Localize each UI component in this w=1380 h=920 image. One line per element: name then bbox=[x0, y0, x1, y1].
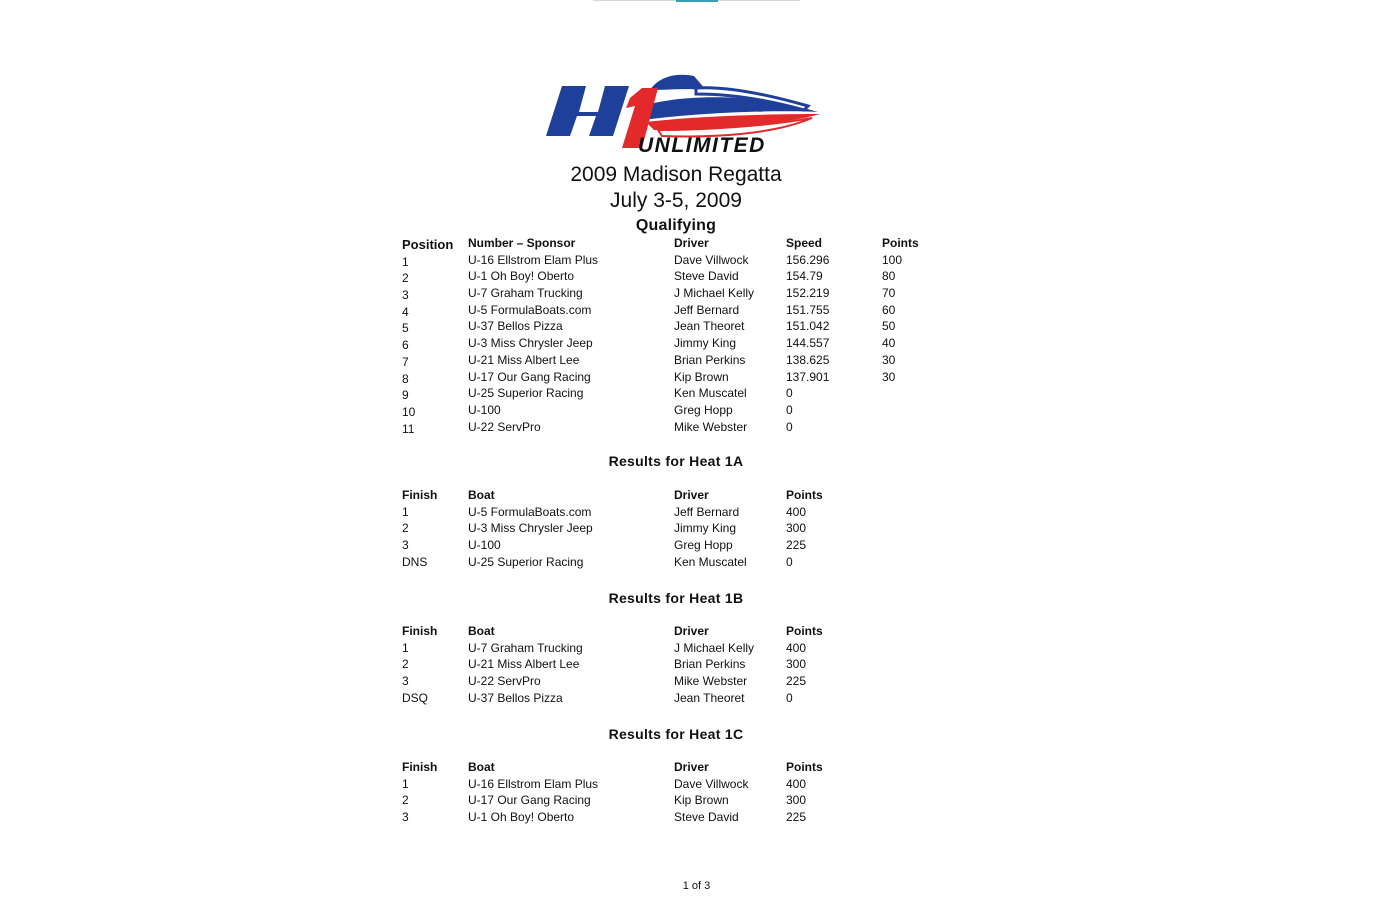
heat-1b-title: Results for Heat 1B bbox=[608, 590, 744, 606]
table-cell: U-3 Miss Chrysler Jeep bbox=[468, 336, 593, 351]
heat-1c-title: Results for Heat 1C bbox=[608, 726, 744, 742]
table-cell: U-21 Miss Albert Lee bbox=[468, 352, 580, 367]
table-cell: 30 bbox=[882, 352, 896, 367]
table-cell: U-25 Superior Racing bbox=[468, 386, 584, 401]
event-title: 2009 Madison Regatta bbox=[570, 163, 782, 186]
table-cell: 3 bbox=[402, 674, 409, 689]
table-cell: DSQ bbox=[402, 690, 429, 705]
table-cell: 40 bbox=[882, 336, 896, 351]
table-cell: 4 bbox=[402, 304, 409, 319]
table-cell: 5 bbox=[402, 321, 409, 336]
table-cell: 50 bbox=[882, 319, 896, 334]
table-cell: 1 bbox=[402, 640, 409, 655]
table-cell: 225 bbox=[786, 810, 807, 825]
table-cell: 0 bbox=[786, 690, 793, 705]
col-position: Position bbox=[402, 237, 454, 252]
table-cell: Brian Perkins bbox=[674, 352, 746, 367]
table-cell: 8 bbox=[402, 371, 409, 386]
table-cell: Greg Hopp bbox=[674, 402, 733, 417]
table-cell: Jimmy King bbox=[674, 521, 737, 536]
table-cell: Dave Villwock bbox=[674, 776, 749, 791]
table-cell: U-3 Miss Chrysler Jeep bbox=[468, 521, 593, 536]
table-cell: Jean Theoret bbox=[674, 319, 745, 334]
table-cell: U-37 Bellos Pizza bbox=[468, 319, 563, 334]
table-cell: U-25 Superior Racing bbox=[468, 554, 584, 569]
table-cell: 156.296 bbox=[786, 252, 830, 267]
table-cell: 400 bbox=[786, 504, 807, 519]
heat-1a-title: Results for Heat 1A bbox=[608, 453, 744, 469]
table-cell: 300 bbox=[786, 657, 807, 672]
table-cell: Jimmy King bbox=[674, 336, 737, 351]
table-cell: 300 bbox=[786, 793, 807, 808]
table-cell: 3 bbox=[402, 538, 409, 553]
table-cell: 225 bbox=[786, 538, 807, 553]
table-cell: Brian Perkins bbox=[674, 657, 746, 672]
table-cell: U-17 Our Gang Racing bbox=[468, 793, 591, 808]
col-driver: Driver bbox=[674, 236, 709, 250]
h1-unlimited-logo bbox=[546, 68, 822, 156]
table-cell: 137.901 bbox=[786, 369, 830, 384]
table-cell: 3 bbox=[402, 810, 409, 825]
table-cell: U-16 Ellstrom Elam Plus bbox=[468, 252, 599, 267]
table-cell: 400 bbox=[786, 776, 807, 791]
table-cell: U-21 Miss Albert Lee bbox=[468, 657, 580, 672]
table-cell: 6 bbox=[402, 338, 409, 353]
col-speed: Speed bbox=[786, 236, 823, 250]
table-cell: U-7 Graham Trucking bbox=[468, 640, 583, 655]
table-cell: Points bbox=[786, 760, 823, 774]
table-cell: U-16 Ellstrom Elam Plus bbox=[468, 776, 599, 791]
table-cell: 1 bbox=[402, 504, 409, 519]
table-cell: U-1 Oh Boy! Oberto bbox=[468, 269, 575, 284]
table-cell: 30 bbox=[882, 369, 896, 384]
table-cell: U-17 Our Gang Racing bbox=[468, 369, 591, 384]
table-cell: J Michael Kelly bbox=[674, 640, 755, 655]
table-cell: U-5 FormulaBoats.com bbox=[468, 504, 592, 519]
event-dates: July 3-5, 2009 bbox=[610, 189, 742, 212]
table-cell: Driver bbox=[674, 760, 709, 774]
table-cell: 154.79 bbox=[786, 269, 823, 284]
table-cell: Mike Webster bbox=[674, 419, 748, 434]
table-cell: 400 bbox=[786, 640, 807, 655]
table-cell: Finish bbox=[402, 624, 438, 638]
page-number: 1 of 3 bbox=[682, 880, 711, 892]
table-cell: 2 bbox=[402, 793, 409, 808]
table-cell: Jeff Bernard bbox=[674, 302, 740, 317]
table-cell: 144.557 bbox=[786, 336, 830, 351]
logo-wordmark: UNLIMITED bbox=[638, 134, 766, 156]
table-cell: 80 bbox=[882, 269, 896, 284]
table-cell: U-22 ServPro bbox=[468, 419, 541, 434]
table-cell: 151.755 bbox=[786, 302, 830, 317]
table-cell: 225 bbox=[786, 674, 807, 689]
table-cell: 152.219 bbox=[786, 286, 830, 301]
table-cell: U-100 bbox=[468, 402, 501, 417]
table-cell: DNS bbox=[402, 554, 428, 569]
table-cell: 11 bbox=[402, 421, 415, 436]
table-cell: 300 bbox=[786, 521, 807, 536]
table-cell: Finish bbox=[402, 488, 438, 502]
table-cell: Boat bbox=[468, 760, 495, 774]
table-cell: Jeff Bernard bbox=[674, 504, 740, 519]
table-cell: 0 bbox=[786, 386, 793, 401]
table-cell: Finish bbox=[402, 760, 438, 774]
table-cell: U-22 ServPro bbox=[468, 674, 541, 689]
table-cell: 0 bbox=[786, 419, 793, 434]
qualifying-title: Qualifying bbox=[635, 217, 717, 234]
table-cell: 100 bbox=[882, 252, 903, 267]
table-cell: Driver bbox=[674, 488, 709, 502]
col-points: Points bbox=[882, 236, 919, 250]
table-cell: U-7 Graham Trucking bbox=[468, 286, 583, 301]
table-cell: Greg Hopp bbox=[674, 538, 733, 553]
table-cell: 2 bbox=[402, 657, 409, 672]
table-cell: Dave Villwock bbox=[674, 252, 749, 267]
table-cell: U-5 FormulaBoats.com bbox=[468, 302, 592, 317]
table-cell: 0 bbox=[786, 554, 793, 569]
table-cell: 0 bbox=[786, 402, 793, 417]
table-cell: 151.042 bbox=[786, 319, 830, 334]
table-cell: 1 bbox=[402, 254, 409, 269]
table-cell: Points bbox=[786, 624, 823, 638]
table-cell: J Michael Kelly bbox=[674, 286, 755, 301]
table-cell: Steve David bbox=[674, 269, 739, 284]
table-cell: 138.625 bbox=[786, 352, 830, 367]
table-cell: Jean Theoret bbox=[674, 690, 745, 705]
table-cell: U-1 Oh Boy! Oberto bbox=[468, 810, 575, 825]
table-cell: 9 bbox=[402, 388, 409, 403]
table-cell: U-37 Bellos Pizza bbox=[468, 690, 563, 705]
table-cell: Steve David bbox=[674, 810, 739, 825]
table-cell: Boat bbox=[468, 624, 495, 638]
table-cell: Ken Muscatel bbox=[674, 554, 747, 569]
table-cell: 3 bbox=[402, 288, 409, 303]
table-cell: Boat bbox=[468, 488, 495, 502]
table-cell: 2 bbox=[402, 521, 409, 536]
col-sponsor: Number – Sponsor bbox=[468, 236, 576, 250]
table-cell: 10 bbox=[402, 404, 416, 419]
table-cell: 70 bbox=[882, 286, 896, 301]
table-cell: 2 bbox=[402, 271, 409, 286]
table-cell: Driver bbox=[674, 624, 709, 638]
table-cell: Kip Brown bbox=[674, 369, 729, 384]
table-cell: 7 bbox=[402, 354, 409, 369]
table-cell: 1 bbox=[402, 776, 409, 791]
table-cell: Kip Brown bbox=[674, 793, 729, 808]
table-cell: 60 bbox=[882, 302, 896, 317]
table-cell: U-100 bbox=[468, 538, 501, 553]
table-cell: Ken Muscatel bbox=[674, 386, 747, 401]
table-cell: Mike Webster bbox=[674, 674, 748, 689]
table-cell: Points bbox=[786, 488, 823, 502]
viewer-toolbar-accent bbox=[676, 0, 718, 2]
